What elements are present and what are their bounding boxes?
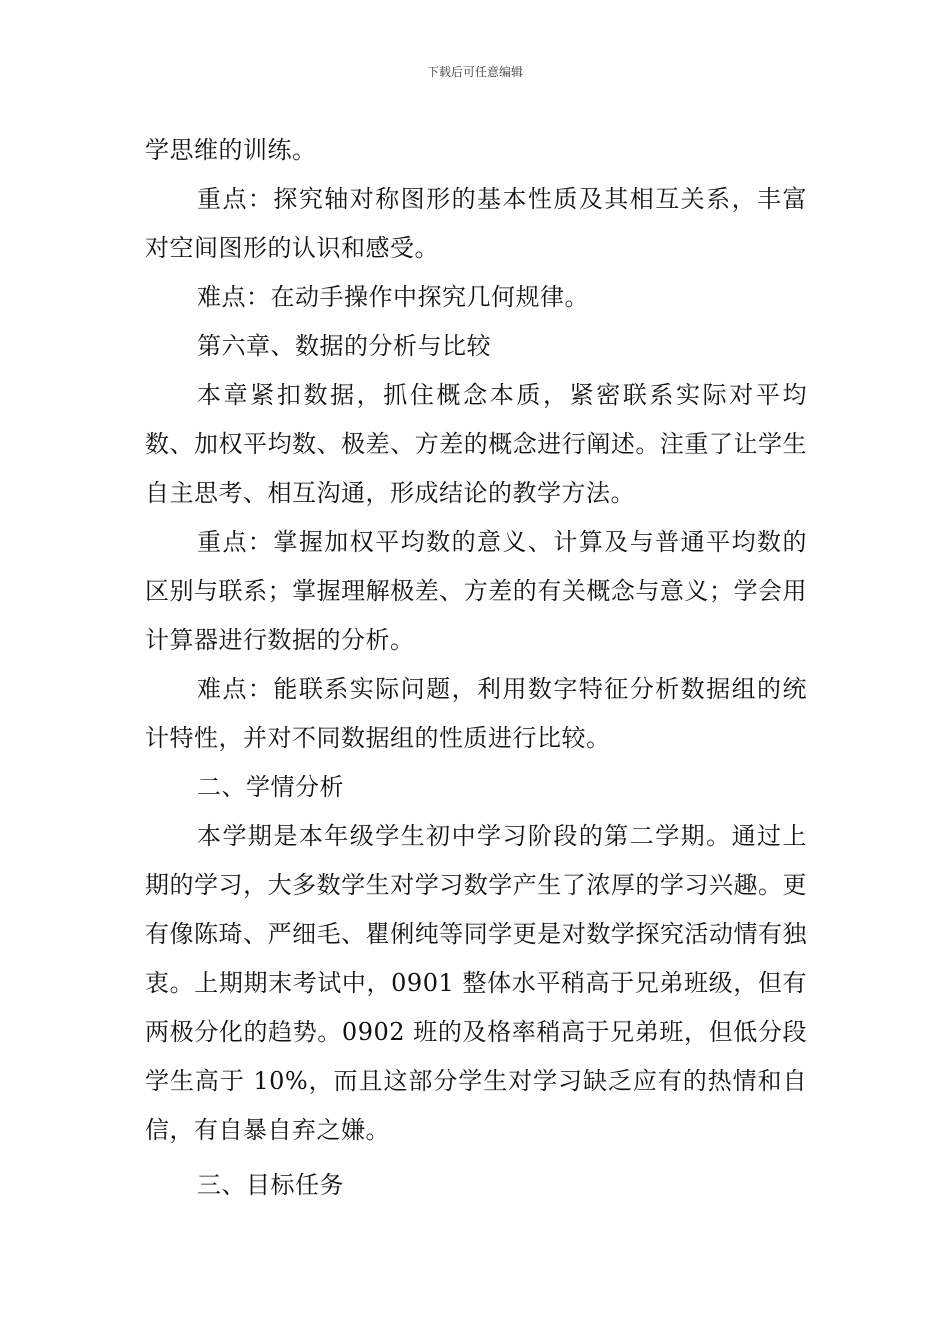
section-heading-student-analysis: 二、学情分析	[197, 773, 344, 801]
section-heading-goals: 三、目标任务	[197, 1171, 344, 1199]
chapter-heading-ch6: 第六章、数据的分析与比较	[197, 332, 491, 360]
paragraph-ch6-overview: 本章紧扣数据，抓住概念本质，紧密联系实际对平均数、加权平均数、极差、方差的概念进行阐述。注重了让学生自主思考、相互沟通，形成结论的教学方法。	[145, 381, 807, 507]
page-header-note: 下载后可任意编辑	[426, 65, 523, 79]
paragraph-difficulties-ch6: 难点：能联系实际问题，利用数字特征分析数据组的统计特性，并对不同数据组的性质进行比较。	[145, 675, 807, 752]
paragraph-key-points-ch5: 重点：探究轴对称图形的基本性质及其相互关系，丰富对空间图形的认识和感受。	[145, 185, 807, 262]
document-body	[145, 126, 807, 1210]
paragraph-student-analysis: 本学期是本年级学生初中学习阶段的第二学期。通过上期的学习，大多数学生对学习数学产生了浓厚的学习兴趣。更有像陈琦、严细毛、瞿俐纯等同学更是对数学探究活动情有独衷。上期期末考试中，0901 整体水平稍高于兄弟班级，但有两极分化的趋势。0902 班的及格率稍高于兄弟班，但低分段学生高于 10%，而且这部分学生对学习缺乏应有的热情和自信，有自暴自弃之嫌。	[145, 822, 807, 1144]
paragraph-key-points-ch6: 重点：掌握加权平均数的意义、计算及与普通平均数的区别与联系；掌握理解极差、方差的有关概念与意义；学会用计算器进行数据的分析。	[145, 528, 807, 654]
paragraph-difficulties-ch5: 难点：在动手操作中探究几何规律。	[197, 283, 589, 311]
paragraph-continuation: 学思维的训练。	[145, 136, 317, 164]
